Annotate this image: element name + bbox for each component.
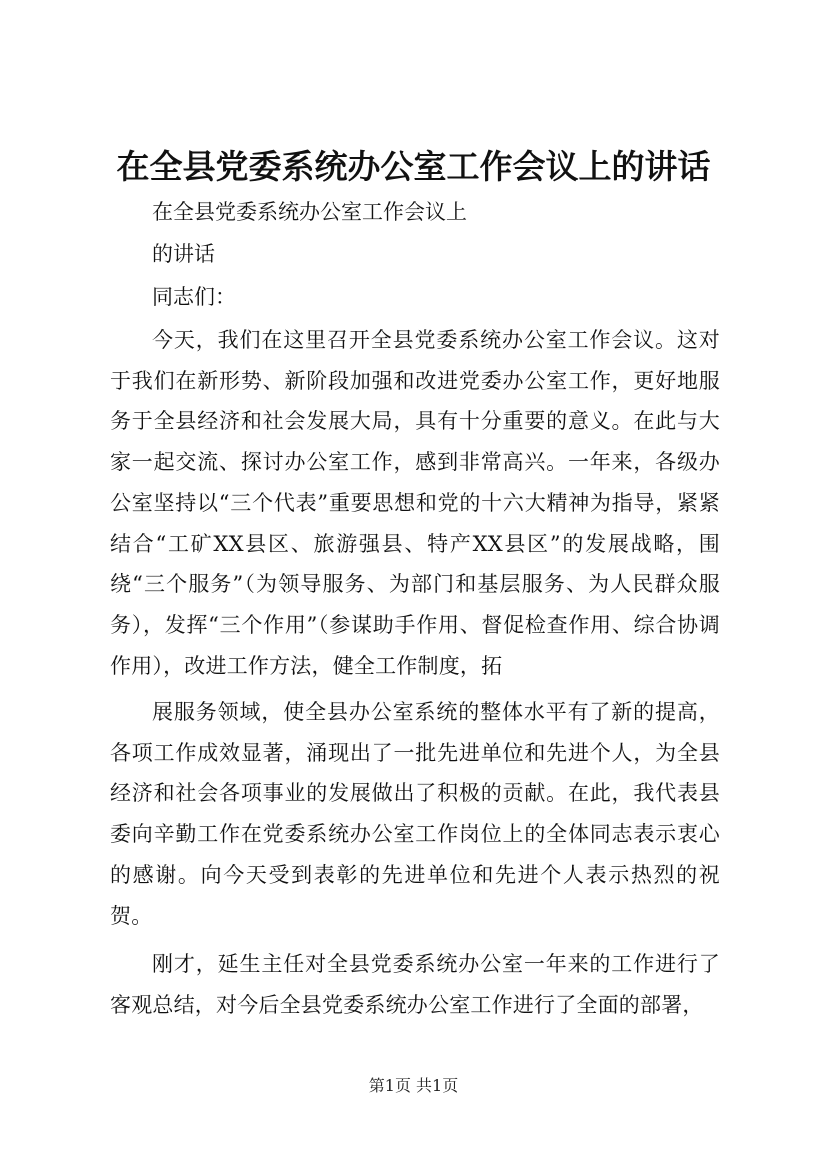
page-footer: 第1页 共1页: [368, 1076, 459, 1095]
paragraph-1: 今天，我们在这里召开全县党委系统办公室工作会议。这对于我们在新形势、新阶段加强和改进党委办公室工作，更好地服务于全县经济和社会发展大局，具有十分重要的意义。在此与大家一起交流、探讨办公室工作，感到非常高兴。一年来，各级办公室坚持以“三个代表”重要思想和党的十六大精神为指导，紧紧结合“工矿XX县区、旅游强县、特产XX县区”的发展战略，围绕“三个服务”（为领导服务、为部门和基层服务、为人民群众服务），发挥“三个作用”（参谋助手作用、督促检查作用、综合协调作用），改进工作方法，健全工作制度，拓: [110, 328, 720, 678]
subtitle-line-2: 的讲话: [152, 242, 215, 266]
paragraph-3: 刚才，延生主任对全县党委系统办公室一年来的工作进行了客观总结，对今后全县党委系统办公室工作进行了全面的部署，: [110, 952, 720, 1017]
paragraph-2: 展服务领域，使全县办公室系统的整体水平有了新的提高，各项工作成效显著，涌现出了一批先进单位和先进个人，为全县经济和社会各项事业的发展做出了积极的贡献。在此，我代表县委向辛勤工作在党委系统办公室工作岗位上的全体同志表示衷心的感谢。向今天受到表彰的先进单位和先进个人表示热烈的祝贺。: [110, 700, 720, 928]
salutation: 同志们：: [152, 285, 236, 309]
document-title: 在全县党委系统办公室工作会议上的讲话: [116, 147, 711, 186]
subtitle-line-1: 在全县党委系统办公室工作会议上: [152, 200, 467, 224]
